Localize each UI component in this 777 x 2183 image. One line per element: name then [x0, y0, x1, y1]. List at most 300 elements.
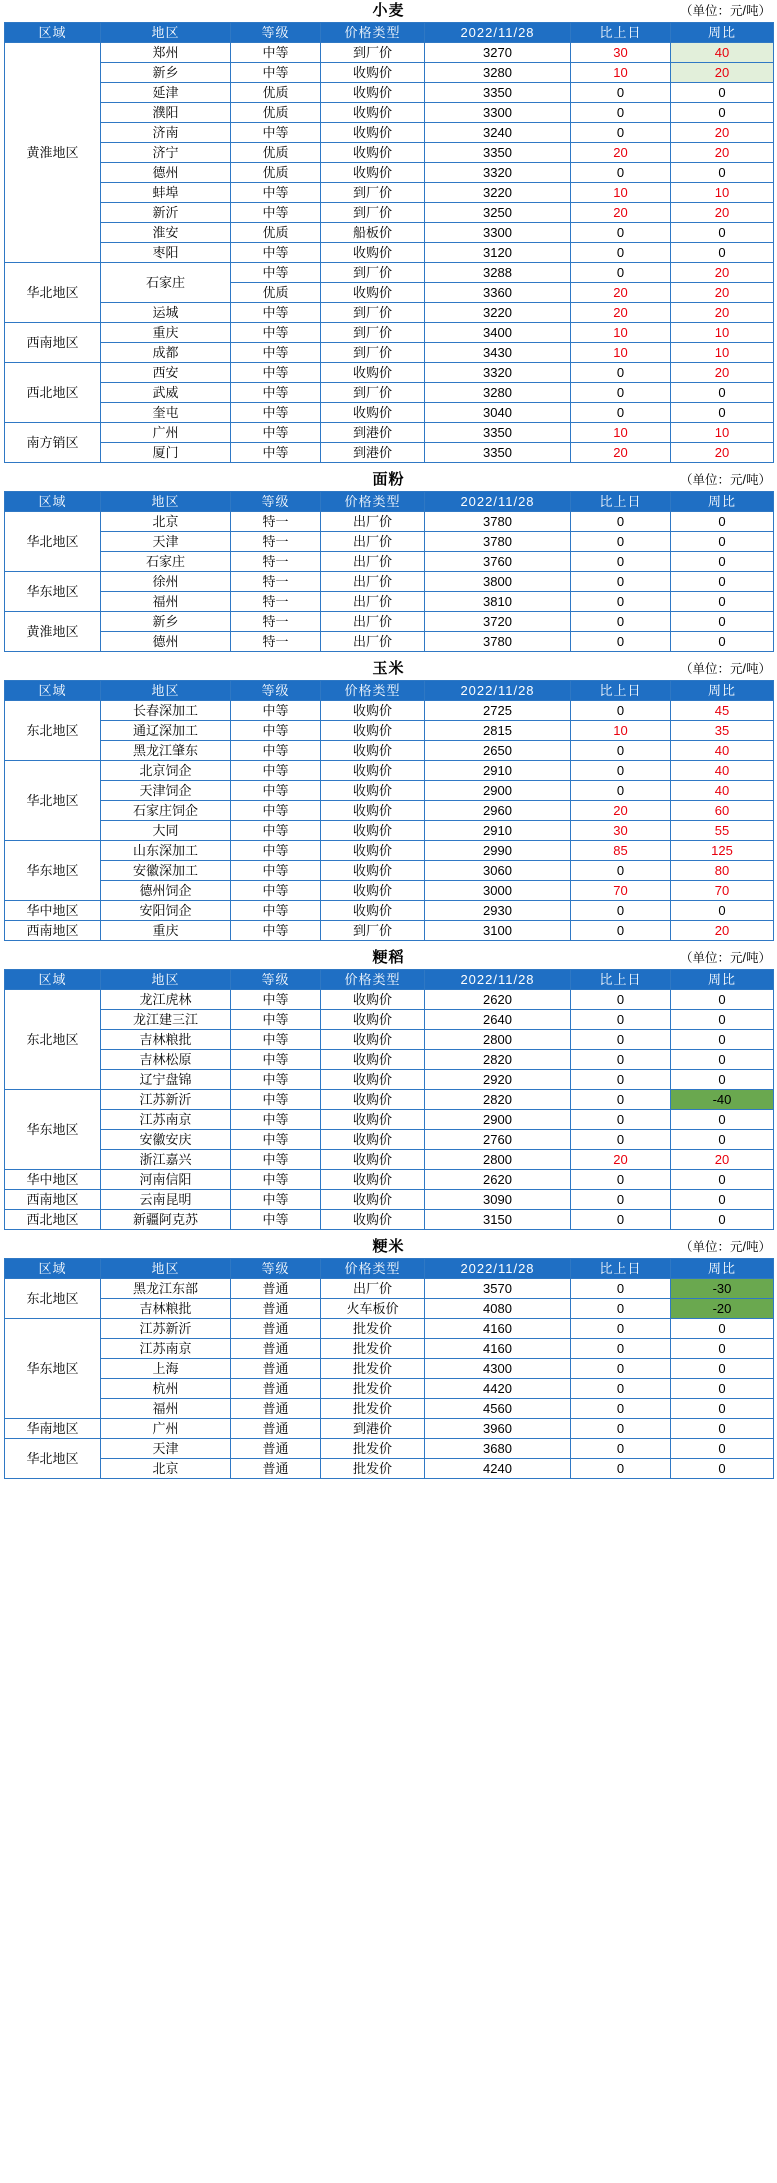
price-cell: 3780 [425, 512, 571, 532]
price-cell: 2900 [425, 781, 571, 801]
grade-cell: 普通 [231, 1379, 321, 1399]
week-change-cell: 0 [671, 83, 774, 103]
area-cell: 新乡 [101, 612, 231, 632]
column-header: 区域 [5, 492, 101, 512]
region-cell: 华南地区 [5, 1419, 101, 1439]
day-change-cell: 0 [571, 1379, 671, 1399]
week-change-cell: 40 [671, 741, 774, 761]
week-change-cell: 55 [671, 821, 774, 841]
column-header: 比上日 [571, 492, 671, 512]
day-change-cell: 0 [571, 403, 671, 423]
price-type-cell: 收购价 [321, 881, 425, 901]
price-cell: 3320 [425, 163, 571, 183]
area-cell: 江苏南京 [101, 1110, 231, 1130]
price-type-cell: 批发价 [321, 1459, 425, 1479]
price-type-cell: 收购价 [321, 123, 425, 143]
table-row [5, 403, 774, 423]
grade-cell: 中等 [231, 443, 321, 463]
grade-cell: 中等 [231, 761, 321, 781]
column-header: 区域 [5, 970, 101, 990]
region-cell: 东北地区 [5, 990, 101, 1090]
grade-cell: 普通 [231, 1459, 321, 1479]
day-change-cell: 30 [571, 43, 671, 63]
table-row [5, 881, 774, 901]
week-change-cell: -30 [671, 1279, 774, 1299]
table-row [5, 163, 774, 183]
area-cell: 江苏新沂 [101, 1319, 231, 1339]
day-change-cell: 0 [571, 921, 671, 941]
area-cell: 濮阳 [101, 103, 231, 123]
price-cell: 2800 [425, 1150, 571, 1170]
grade-cell: 中等 [231, 1170, 321, 1190]
table-row [5, 1439, 774, 1459]
table-row [5, 1339, 774, 1359]
price-type-cell: 批发价 [321, 1359, 425, 1379]
table-row [5, 761, 774, 781]
grade-cell: 普通 [231, 1439, 321, 1459]
price-cell: 3360 [425, 283, 571, 303]
price-cell: 2760 [425, 1130, 571, 1150]
table-row [5, 1110, 774, 1130]
day-change-cell: 0 [571, 1399, 671, 1419]
day-change-cell: 0 [571, 1210, 671, 1230]
area-cell: 龙江建三江 [101, 1010, 231, 1030]
area-cell: 天津 [101, 1439, 231, 1459]
day-change-cell: 10 [571, 323, 671, 343]
grade-cell: 普通 [231, 1279, 321, 1299]
table-row [5, 1419, 774, 1439]
table-row [5, 1150, 774, 1170]
grade-cell: 特一 [231, 612, 321, 632]
column-header: 比上日 [571, 970, 671, 990]
week-change-cell: 0 [671, 1030, 774, 1050]
week-change-cell: 0 [671, 1399, 774, 1419]
price-cell: 3250 [425, 203, 571, 223]
column-header: 地区 [101, 492, 231, 512]
price-type-cell: 出厂价 [321, 612, 425, 632]
price-cell: 3300 [425, 223, 571, 243]
day-change-cell: 20 [571, 143, 671, 163]
grade-cell: 中等 [231, 861, 321, 881]
table-row [5, 1130, 774, 1150]
area-cell: 吉林松原 [101, 1050, 231, 1070]
week-change-cell: 20 [671, 63, 774, 83]
area-cell: 河南信阳 [101, 1170, 231, 1190]
day-change-cell: 0 [571, 781, 671, 801]
day-change-cell: 0 [571, 1170, 671, 1190]
week-change-cell: 20 [671, 921, 774, 941]
region-cell: 西北地区 [5, 1210, 101, 1230]
table-row [5, 1010, 774, 1030]
day-change-cell: 0 [571, 512, 671, 532]
week-change-cell: 20 [671, 443, 774, 463]
day-change-cell: 20 [571, 303, 671, 323]
week-change-cell: 0 [671, 1130, 774, 1150]
area-cell: 安阳饲企 [101, 901, 231, 921]
price-type-cell: 出厂价 [321, 592, 425, 612]
table-row [5, 721, 774, 741]
week-change-cell: 20 [671, 263, 774, 283]
table-header-row [5, 1259, 774, 1279]
day-change-cell: 0 [571, 1190, 671, 1210]
price-cell: 3240 [425, 123, 571, 143]
table-row [5, 243, 774, 263]
table-row [5, 363, 774, 383]
commodity-block [0, 947, 777, 1230]
price-type-cell: 收购价 [321, 1150, 425, 1170]
grade-cell: 中等 [231, 323, 321, 343]
region-cell: 华中地区 [5, 901, 101, 921]
area-cell: 江苏新沂 [101, 1090, 231, 1110]
price-cell: 3350 [425, 83, 571, 103]
week-change-cell: 40 [671, 43, 774, 63]
day-change-cell: 0 [571, 901, 671, 921]
price-type-cell: 出厂价 [321, 552, 425, 572]
price-cell: 3150 [425, 1210, 571, 1230]
grade-cell: 中等 [231, 821, 321, 841]
day-change-cell: 0 [571, 163, 671, 183]
block-header [4, 947, 773, 969]
price-cell: 3810 [425, 592, 571, 612]
area-cell: 上海 [101, 1359, 231, 1379]
table-row [5, 1070, 774, 1090]
price-cell: 3100 [425, 921, 571, 941]
grade-cell: 中等 [231, 123, 321, 143]
week-change-cell: 20 [671, 363, 774, 383]
price-table [4, 22, 774, 463]
region-cell: 华东地区 [5, 1319, 101, 1419]
day-change-cell: 0 [571, 1279, 671, 1299]
area-cell: 枣阳 [101, 243, 231, 263]
price-table [4, 969, 774, 1230]
area-cell: 延津 [101, 83, 231, 103]
region-cell: 华东地区 [5, 1090, 101, 1170]
week-change-cell: 0 [671, 1050, 774, 1070]
unit-label: （单位：元/吨） [680, 4, 771, 18]
area-cell: 黑龙江肇东 [101, 741, 231, 761]
table-row [5, 1279, 774, 1299]
area-cell: 济南 [101, 123, 231, 143]
table-row [5, 223, 774, 243]
table-row [5, 343, 774, 363]
grade-cell: 中等 [231, 1110, 321, 1130]
area-cell: 厦门 [101, 443, 231, 463]
area-cell: 浙江嘉兴 [101, 1150, 231, 1170]
column-header: 2022/11/28 [425, 1259, 571, 1279]
grade-cell: 中等 [231, 1150, 321, 1170]
price-cell: 3350 [425, 443, 571, 463]
area-cell: 石家庄 [101, 552, 231, 572]
day-change-cell: 0 [571, 861, 671, 881]
column-header: 地区 [101, 970, 231, 990]
grade-cell: 中等 [231, 1050, 321, 1070]
day-change-cell: 30 [571, 821, 671, 841]
column-header: 地区 [101, 1259, 231, 1279]
day-change-cell: 0 [571, 1090, 671, 1110]
day-change-cell: 0 [571, 632, 671, 652]
price-cell: 4080 [425, 1299, 571, 1319]
week-change-cell: 20 [671, 283, 774, 303]
week-change-cell: 0 [671, 1319, 774, 1339]
day-change-cell: 10 [571, 721, 671, 741]
table-header-row [5, 681, 774, 701]
region-cell: 黄淮地区 [5, 43, 101, 263]
price-cell: 3120 [425, 243, 571, 263]
table-row [5, 143, 774, 163]
area-cell: 新沂 [101, 203, 231, 223]
price-cell: 2910 [425, 761, 571, 781]
table-row [5, 1030, 774, 1050]
area-cell: 广州 [101, 1419, 231, 1439]
price-cell: 2640 [425, 1010, 571, 1030]
column-header: 周比 [671, 681, 774, 701]
price-type-cell: 收购价 [321, 821, 425, 841]
commodity-block [0, 0, 777, 463]
price-type-cell: 出厂价 [321, 532, 425, 552]
block-header [4, 1236, 773, 1258]
price-type-cell: 出厂价 [321, 1279, 425, 1299]
table-row [5, 303, 774, 323]
grade-cell: 中等 [231, 1010, 321, 1030]
day-change-cell: 0 [571, 1030, 671, 1050]
grade-cell: 特一 [231, 532, 321, 552]
price-cell: 2820 [425, 1090, 571, 1110]
price-cell: 3280 [425, 63, 571, 83]
day-change-cell: 20 [571, 1150, 671, 1170]
price-cell: 3350 [425, 143, 571, 163]
price-cell: 3320 [425, 363, 571, 383]
grade-cell: 中等 [231, 303, 321, 323]
grade-cell: 中等 [231, 781, 321, 801]
grade-cell: 普通 [231, 1359, 321, 1379]
week-change-cell: 125 [671, 841, 774, 861]
block-header [4, 0, 773, 22]
grade-cell: 特一 [231, 632, 321, 652]
price-cell: 2650 [425, 741, 571, 761]
column-header: 周比 [671, 1259, 774, 1279]
price-cell: 3800 [425, 572, 571, 592]
grade-cell: 中等 [231, 363, 321, 383]
grade-cell: 特一 [231, 592, 321, 612]
grade-cell: 优质 [231, 143, 321, 163]
week-change-cell: 0 [671, 223, 774, 243]
grade-cell: 中等 [231, 721, 321, 741]
week-change-cell: 0 [671, 103, 774, 123]
region-cell: 华北地区 [5, 1439, 101, 1479]
region-cell: 东北地区 [5, 1279, 101, 1319]
day-change-cell: 10 [571, 343, 671, 363]
table-row [5, 183, 774, 203]
column-header: 区域 [5, 23, 101, 43]
area-cell: 广州 [101, 423, 231, 443]
area-cell: 天津 [101, 532, 231, 552]
price-type-cell: 收购价 [321, 1050, 425, 1070]
week-change-cell: 40 [671, 761, 774, 781]
region-cell: 华北地区 [5, 512, 101, 572]
area-cell: 黑龙江东部 [101, 1279, 231, 1299]
day-change-cell: 0 [571, 1299, 671, 1319]
price-cell: 4560 [425, 1399, 571, 1419]
price-cell: 3288 [425, 263, 571, 283]
column-header: 比上日 [571, 23, 671, 43]
area-cell: 成都 [101, 343, 231, 363]
grade-cell: 优质 [231, 283, 321, 303]
price-type-cell: 收购价 [321, 243, 425, 263]
area-cell: 北京饲企 [101, 761, 231, 781]
area-cell: 重庆 [101, 323, 231, 343]
grade-cell: 中等 [231, 1130, 321, 1150]
price-cell: 3000 [425, 881, 571, 901]
block-title: 粳稻 [372, 949, 405, 966]
price-cell: 3220 [425, 183, 571, 203]
grade-cell: 中等 [231, 901, 321, 921]
day-change-cell: 0 [571, 383, 671, 403]
area-cell: 江苏南京 [101, 1339, 231, 1359]
price-cell: 2910 [425, 821, 571, 841]
grade-cell: 中等 [231, 990, 321, 1010]
area-cell: 北京 [101, 1459, 231, 1479]
week-change-cell: 0 [671, 612, 774, 632]
column-header: 周比 [671, 492, 774, 512]
day-change-cell: 10 [571, 183, 671, 203]
price-type-cell: 收购价 [321, 781, 425, 801]
grade-cell: 中等 [231, 701, 321, 721]
day-change-cell: 0 [571, 552, 671, 572]
table-row [5, 1090, 774, 1110]
area-cell: 西安 [101, 363, 231, 383]
table-header-row [5, 23, 774, 43]
price-type-cell: 收购价 [321, 901, 425, 921]
region-cell: 西南地区 [5, 1190, 101, 1210]
price-cell: 3350 [425, 423, 571, 443]
price-type-cell: 收购价 [321, 841, 425, 861]
table-row [5, 1299, 774, 1319]
price-cell: 4160 [425, 1339, 571, 1359]
region-cell: 东北地区 [5, 701, 101, 761]
area-cell: 蚌埠 [101, 183, 231, 203]
grade-cell: 中等 [231, 881, 321, 901]
grade-cell: 中等 [231, 801, 321, 821]
grade-cell: 中等 [231, 63, 321, 83]
price-type-cell: 收购价 [321, 143, 425, 163]
area-cell: 新乡 [101, 63, 231, 83]
price-type-cell: 出厂价 [321, 632, 425, 652]
table-row [5, 323, 774, 343]
price-cell: 2725 [425, 701, 571, 721]
day-change-cell: 20 [571, 203, 671, 223]
week-change-cell: 0 [671, 1110, 774, 1130]
day-change-cell: 0 [571, 1419, 671, 1439]
day-change-cell: 0 [571, 103, 671, 123]
price-type-cell: 批发价 [321, 1319, 425, 1339]
column-header: 等级 [231, 681, 321, 701]
price-table [4, 491, 774, 652]
day-change-cell: 0 [571, 1339, 671, 1359]
table-row [5, 532, 774, 552]
column-header: 价格类型 [321, 681, 425, 701]
price-type-cell: 收购价 [321, 1110, 425, 1130]
price-type-cell: 收购价 [321, 403, 425, 423]
week-change-cell: 60 [671, 801, 774, 821]
price-type-cell: 收购价 [321, 741, 425, 761]
grade-cell: 中等 [231, 43, 321, 63]
price-type-cell: 收购价 [321, 283, 425, 303]
price-cell: 4300 [425, 1359, 571, 1379]
price-table [4, 1258, 774, 1479]
table-row [5, 990, 774, 1010]
day-change-cell: 20 [571, 283, 671, 303]
week-change-cell: 40 [671, 781, 774, 801]
week-change-cell: 0 [671, 572, 774, 592]
price-type-cell: 到港价 [321, 423, 425, 443]
week-change-cell: 10 [671, 323, 774, 343]
table-row [5, 1190, 774, 1210]
region-cell: 黄淮地区 [5, 612, 101, 652]
area-cell: 淮安 [101, 223, 231, 243]
grade-cell: 中等 [231, 921, 321, 941]
area-cell: 石家庄 [101, 263, 231, 303]
block-title: 玉米 [372, 660, 405, 677]
area-cell: 安徽深加工 [101, 861, 231, 881]
column-header: 区域 [5, 681, 101, 701]
price-cell: 3060 [425, 861, 571, 881]
column-header: 比上日 [571, 1259, 671, 1279]
price-cell: 2820 [425, 1050, 571, 1070]
unit-label: （单位：元/吨） [680, 951, 771, 965]
price-cell: 3270 [425, 43, 571, 63]
region-cell: 西南地区 [5, 323, 101, 363]
commodity-block [0, 469, 777, 652]
price-type-cell: 收购价 [321, 1210, 425, 1230]
area-cell: 通辽深加工 [101, 721, 231, 741]
region-cell: 华北地区 [5, 263, 101, 323]
table-row [5, 552, 774, 572]
price-cell: 3720 [425, 612, 571, 632]
table-row [5, 901, 774, 921]
table-row [5, 821, 774, 841]
grade-cell: 中等 [231, 403, 321, 423]
grade-cell: 中等 [231, 1090, 321, 1110]
week-change-cell: -40 [671, 1090, 774, 1110]
week-change-cell: -20 [671, 1299, 774, 1319]
table-row [5, 43, 774, 63]
price-type-cell: 收购价 [321, 861, 425, 881]
week-change-cell: 20 [671, 1150, 774, 1170]
grade-cell: 中等 [231, 1030, 321, 1050]
week-change-cell: 0 [671, 512, 774, 532]
price-type-cell: 收购价 [321, 1130, 425, 1150]
column-header: 地区 [101, 23, 231, 43]
price-type-cell: 到厂价 [321, 303, 425, 323]
area-cell: 杭州 [101, 1379, 231, 1399]
day-change-cell: 0 [571, 532, 671, 552]
column-header: 区域 [5, 1259, 101, 1279]
table-row [5, 512, 774, 532]
price-type-cell: 到厂价 [321, 323, 425, 343]
area-cell: 石家庄饲企 [101, 801, 231, 821]
grade-cell: 普通 [231, 1319, 321, 1339]
week-change-cell: 0 [671, 532, 774, 552]
price-cell: 4160 [425, 1319, 571, 1339]
week-change-cell: 0 [671, 592, 774, 612]
column-header: 等级 [231, 492, 321, 512]
day-change-cell: 0 [571, 1110, 671, 1130]
table-row [5, 423, 774, 443]
table-row [5, 921, 774, 941]
day-change-cell: 20 [571, 801, 671, 821]
column-header: 价格类型 [321, 970, 425, 990]
week-change-cell: 0 [671, 1170, 774, 1190]
